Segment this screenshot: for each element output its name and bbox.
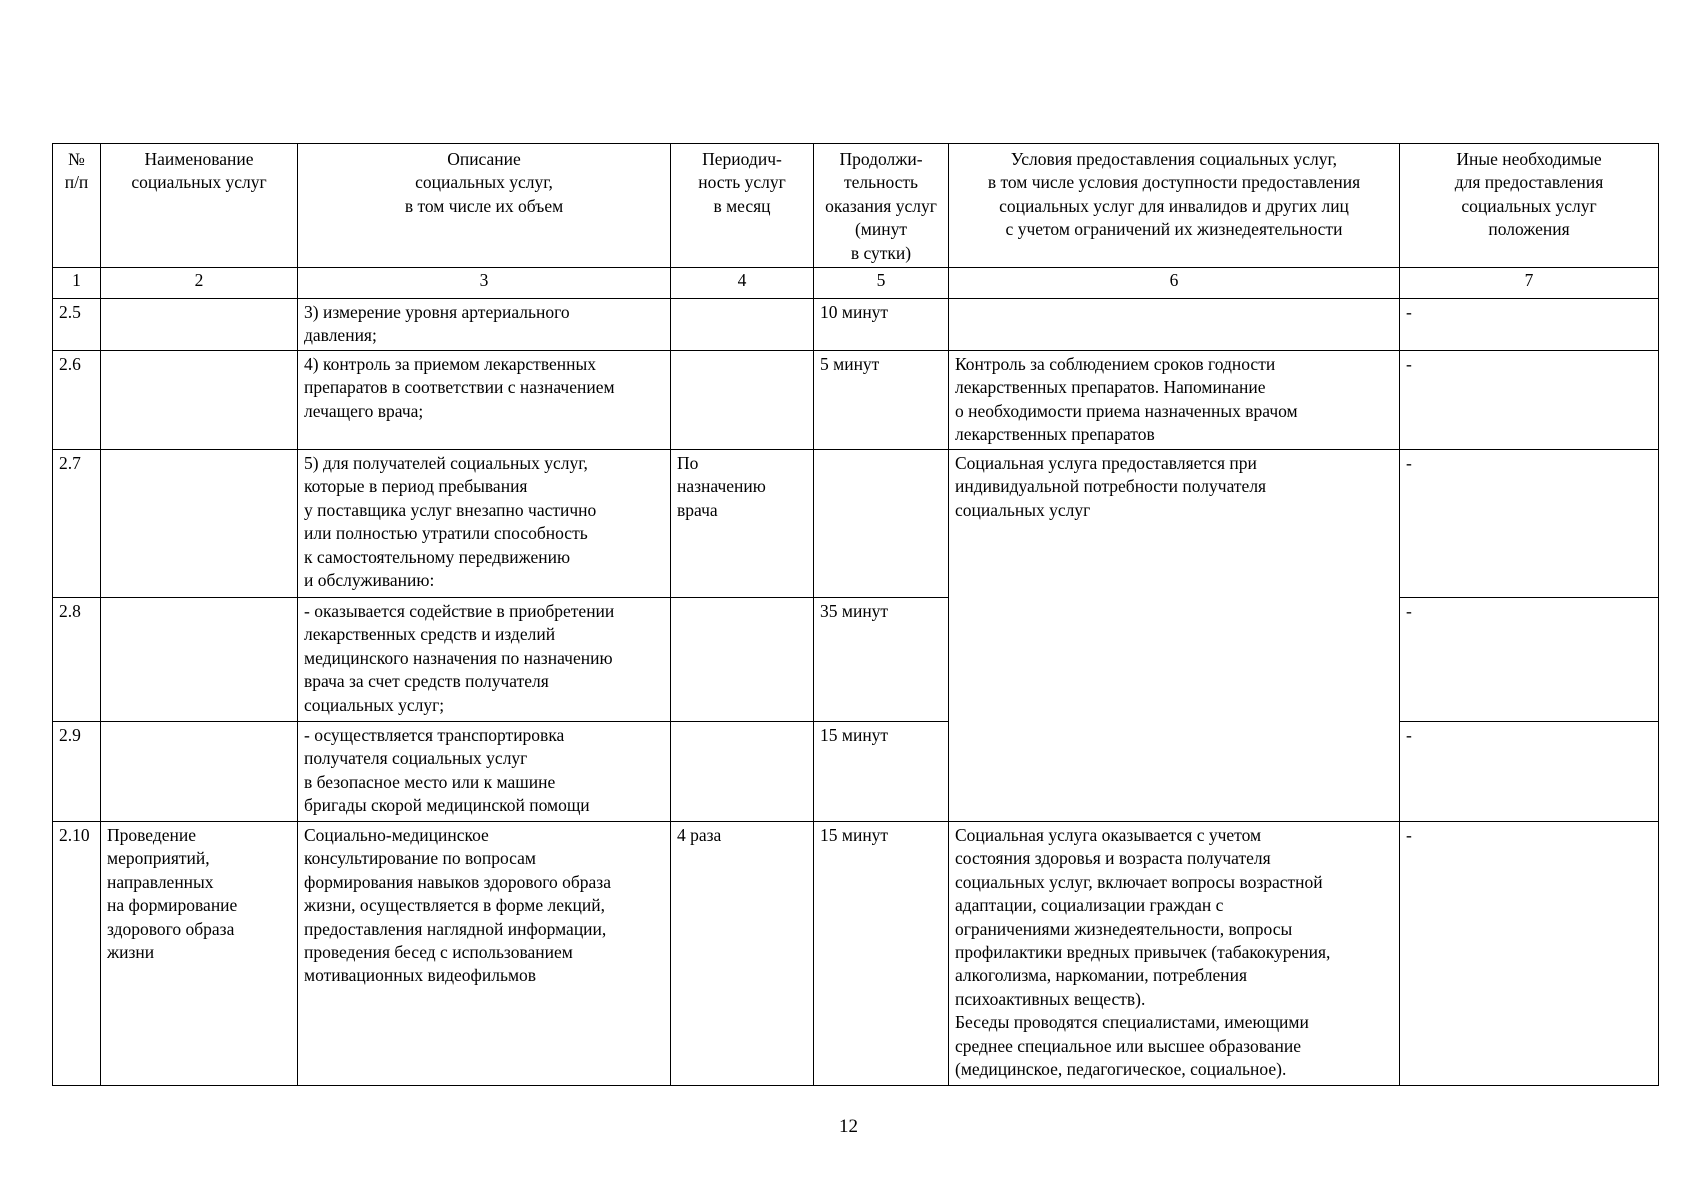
table-row [53, 822, 1659, 1086]
social-services-table [52, 143, 1659, 1086]
row-number: 2.9 [53, 722, 101, 822]
service-name [101, 351, 298, 450]
header-number: № п/п [53, 144, 101, 268]
column-number: 6 [949, 268, 1400, 299]
table-row [53, 450, 1659, 598]
table-row [53, 598, 1659, 722]
column-number: 5 [814, 268, 949, 299]
row-number: 2.5 [53, 299, 101, 351]
service-other: - [1400, 299, 1659, 351]
header-conditions: Условия предоставления социальных услуг, в том числе условия доступности предоставления социальных услуг для инвалидов и других лиц с учетом ограничений их жизнедеятельности [949, 144, 1400, 268]
table-row [53, 299, 1659, 351]
service-conditions: Социальная услуга предоставляется при индивидуальной потребности получателя социальных услуг [949, 450, 1400, 822]
service-periodicity [671, 598, 814, 722]
service-periodicity [671, 351, 814, 450]
service-description: - осуществляется транспортировка получателя социальных услуг в безопасное место или к машине бригады скорой медицинской помощи [298, 722, 671, 822]
page-number: 12 [839, 1116, 858, 1137]
header-other: Иные необходимые для предоставления социальных услуг положения [1400, 144, 1659, 268]
service-duration: 15 минут [814, 822, 949, 1086]
column-number: 7 [1400, 268, 1659, 299]
service-other: - [1400, 822, 1659, 1086]
service-description: 3) измерение уровня артериального давления; [298, 299, 671, 351]
service-description: 4) контроль за приемом лекарственных препаратов в соответствии с назначением лечащего врача; [298, 351, 671, 450]
service-conditions [949, 299, 1400, 351]
header-periodicity: Периодич- ность услуг в месяц [671, 144, 814, 268]
service-other: - [1400, 450, 1659, 598]
table-row [53, 722, 1659, 822]
column-number: 4 [671, 268, 814, 299]
header-service-name: Наименование социальных услуг [101, 144, 298, 268]
service-other: - [1400, 722, 1659, 822]
service-description: 5) для получателей социальных услуг, которые в период пребывания у поставщика услуг внезапно частично или полностью утратили способность к самостоятельному передвижению и обслуживанию: [298, 450, 671, 598]
column-number: 3 [298, 268, 671, 299]
service-other: - [1400, 598, 1659, 722]
table-row [53, 351, 1659, 450]
row-number: 2.8 [53, 598, 101, 722]
column-number: 2 [101, 268, 298, 299]
service-name: Проведение мероприятий, направленных на формирование здорового образа жизни [101, 822, 298, 1086]
column-number: 1 [53, 268, 101, 299]
service-periodicity: 4 раза [671, 822, 814, 1086]
row-number: 2.6 [53, 351, 101, 450]
service-periodicity [671, 722, 814, 822]
service-description: - оказывается содействие в приобретении лекарственных средств и изделий медицинского назначения по назначению врача за счет средств получателя социальных услуг; [298, 598, 671, 722]
service-duration: 5 минут [814, 351, 949, 450]
service-name [101, 299, 298, 351]
service-duration: 35 минут [814, 598, 949, 722]
service-duration: 10 минут [814, 299, 949, 351]
column-numbers-row [53, 268, 1659, 299]
header-description: Описание социальных услуг, в том числе их объем [298, 144, 671, 268]
service-other: - [1400, 351, 1659, 450]
service-conditions: Социальная услуга оказывается с учетом состояния здоровья и возраста получателя социальных услуг, включает вопросы возрастной адаптации, социализации граждан с ограничениями жизнедеятельности, вопросы профилактики вредных привычек (табакокурения, алкоголизма, наркомании, потребления психоактивных веществ). Беседы проводятся специалистами, имеющими среднее специальное или высшее образование (медицинское, педагогическое, социальное). [949, 822, 1400, 1086]
service-duration: 15 минут [814, 722, 949, 822]
service-name [101, 598, 298, 722]
service-periodicity: По назначению врача [671, 450, 814, 598]
table-header-row [53, 144, 1659, 268]
service-duration [814, 450, 949, 598]
service-conditions: Контроль за соблюдением сроков годности лекарственных препаратов. Напоминание о необходимости приема назначенных врачом лекарственных препаратов [949, 351, 1400, 450]
service-name [101, 722, 298, 822]
service-name [101, 450, 298, 598]
service-description: Социально-медицинское консультирование по вопросам формирования навыков здорового образа жизни, осуществляется в форме лекций, предоставления наглядной информации, проведения бесед с использованием мотивационных видеофильмов [298, 822, 671, 1086]
header-duration: Продолжи- тельность оказания услуг (минут в сутки) [814, 144, 949, 268]
service-periodicity [671, 299, 814, 351]
row-number: 2.7 [53, 450, 101, 598]
row-number: 2.10 [53, 822, 101, 1086]
